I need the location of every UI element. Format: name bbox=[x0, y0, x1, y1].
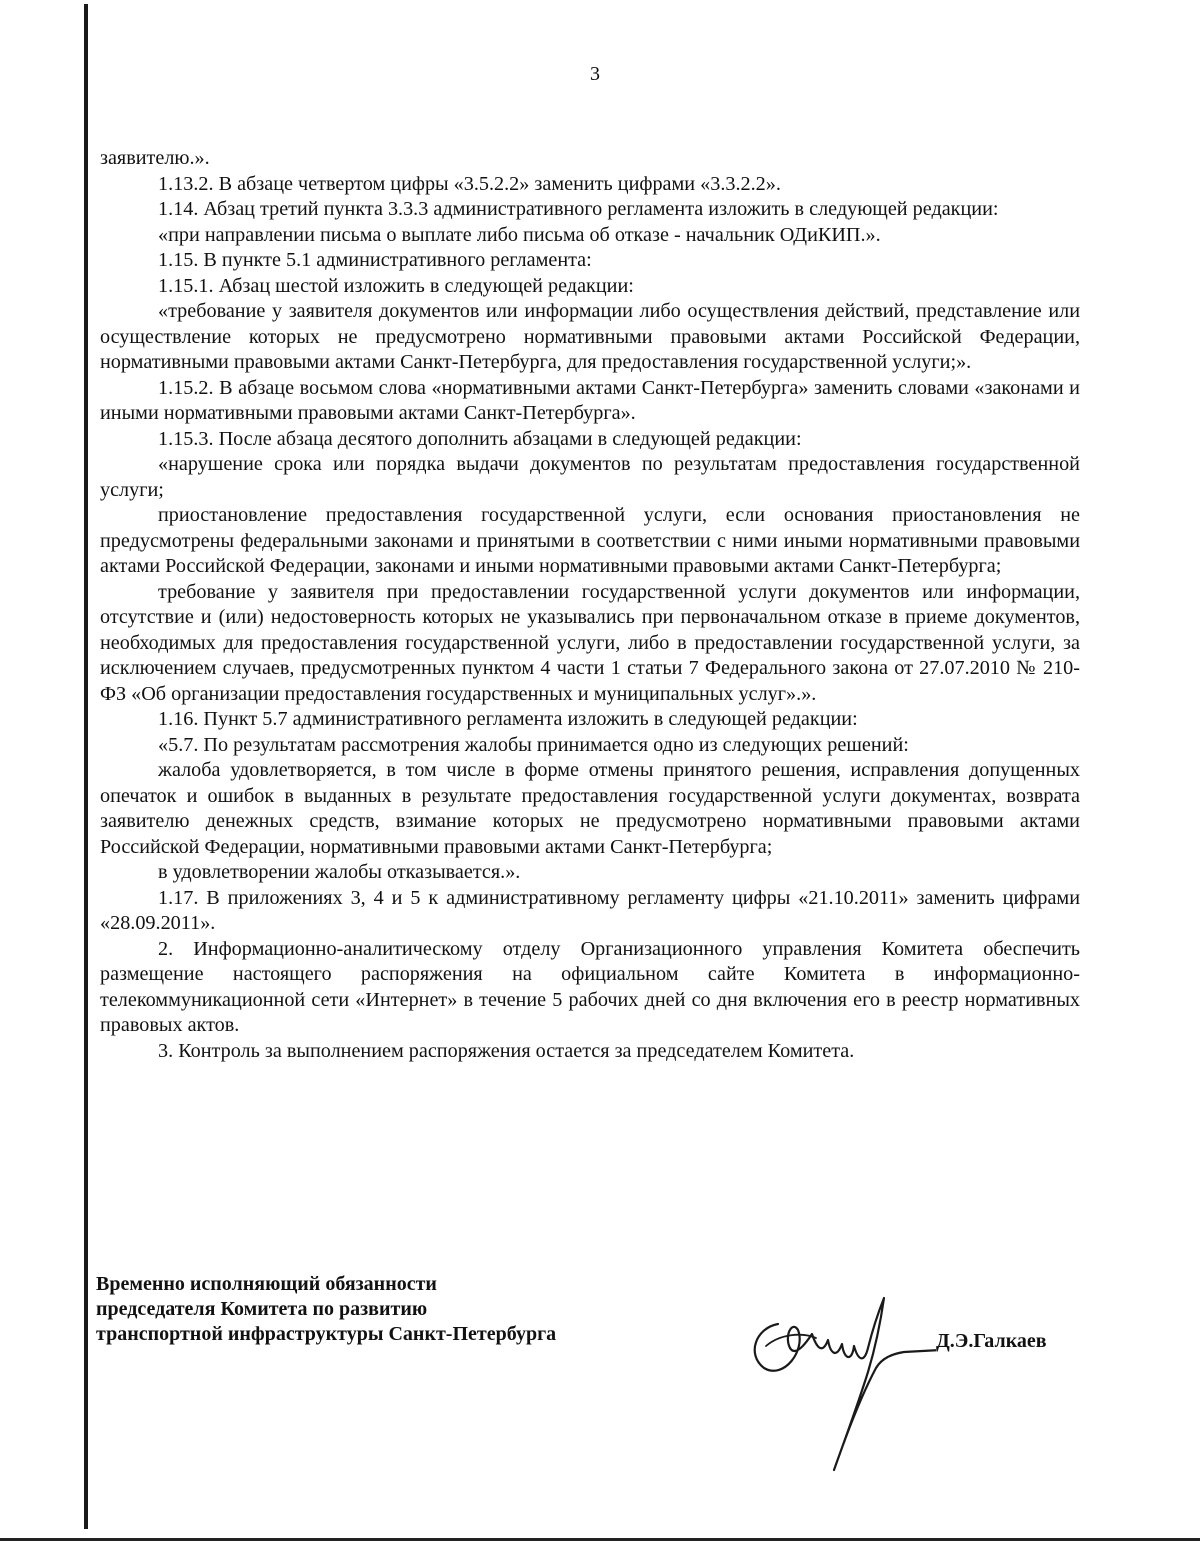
paragraph: 1.13.2. В абзаце четвертом цифры «3.5.2.2» заменить цифрами «3.3.2.2». bbox=[158, 172, 781, 195]
paragraph: 1.17. В приложениях 3, 4 и 5 к административному регламенту цифры «21.10.2011» заменить цифрами «28.09.2011». bbox=[100, 886, 1080, 934]
paragraph: 1.15.3. После абзаца десятого дополнить абзацами в следующей редакции: bbox=[158, 427, 802, 450]
handwritten-signature bbox=[736, 1276, 936, 1476]
scan-left-edge bbox=[84, 4, 88, 1529]
document-body bbox=[100, 146, 1080, 1064]
page-number: 3 bbox=[590, 63, 600, 85]
paragraph: 1.16. Пункт 5.7 административного регламента изложить в следующей редакции: bbox=[158, 708, 858, 730]
scan-bottom-edge bbox=[0, 1538, 1200, 1541]
signatory-position-line: председателя Комитета по развитию bbox=[96, 1298, 428, 1320]
paragraph: требование у заявителя при предоставлении государственной услуги документов или информации, отсутствие и (или) недостоверность которых не указывались при первоначальном отказе в приеме документов, необходимых для предоставления государственной услуги, либо в предоставлении государственной услуги, за исключением случаев, предусмотренных пунктом 4 части 1 статьи 7 Федерального закона от 27.07.2010 № 210-ФЗ «Об организации предоставления государственных и муниципальных услуг».». bbox=[100, 580, 1080, 705]
signatory-name: Д.Э.Галкаев bbox=[936, 1330, 1047, 1352]
paragraph: 1.15.2. В абзаце восьмом слова «нормативными актами Санкт-Петербурга» заменить словами «законами и иными нормативными правовыми актами Санкт-Петербурга». bbox=[100, 376, 1080, 424]
paragraph: в удовлетворении жалобы отказывается.». bbox=[158, 861, 521, 883]
paragraph: 1.15. В пункте 5.1 административного регламента: bbox=[158, 249, 592, 271]
paragraph: 2. Информационно-аналитическому отделу Организационного управления Комитета обеспечить размещение настоящего распоряжения на официальном сайте Комитета в информационно-телекоммуникационной сети «Интернет» в течение 5 рабочих дней со дня включения его в реестр нормативных правовых актов. bbox=[100, 937, 1080, 1036]
paragraph: приостановление предоставления государственной услуги, если основания приостановления не предусмотрены федеральными законами и принятыми в соответствии с ними иными нормативными правовыми актами Российской Федерации, законами и иными нормативными правовыми актами Санкт-Петербурга; bbox=[100, 504, 1080, 577]
signature-block bbox=[96, 1272, 1076, 1492]
paragraph: «нарушение срока или порядка выдачи документов по результатам предоставления государственной услуги; bbox=[100, 453, 1080, 501]
paragraph: «требование у заявителя документов или информации либо осуществления действий, представление или осуществление которых не предусмотрено нормативными правовыми актами Российской Федерации, нормативными правовыми актами Санкт-Петербурга, для предоставления государственной услуги;». bbox=[100, 300, 1080, 373]
paragraph: жалоба удовлетворяется, в том числе в форме отмены принятого решения, исправления допущенных опечаток и ошибок в выданных в результате предоставления государственной услуги документах, возврата заявителю денежных средств, взимание которых не предусмотрено нормативными правовыми актами Российской Федерации, нормативными правовыми актами Санкт-Петербурга; bbox=[100, 759, 1080, 858]
paragraph: 1.15.1. Абзац шестой изложить в следующей редакции: bbox=[158, 274, 634, 297]
paragraph: 3. Контроль за выполнением распоряжения остается за председателем Комитета. bbox=[158, 1039, 855, 1062]
paragraph: 1.14. Абзац третий пункта 3.3.3 административного регламента изложить в следующей редакции: bbox=[158, 198, 999, 220]
signatory-position-line: транспортной инфраструктуры Санкт-Петербурга bbox=[96, 1323, 557, 1345]
signatory-position-line: Временно исполняющий обязанности bbox=[96, 1273, 437, 1295]
paragraph: «5.7. По результатам рассмотрения жалобы принимается одно из следующих решений: bbox=[158, 733, 909, 756]
signatory-position bbox=[96, 1272, 556, 1347]
paragraph: заявителю.». bbox=[100, 147, 210, 169]
paragraph: «при направлении письма о выплате либо письма об отказе - начальник ОДиКИП.». bbox=[158, 223, 881, 246]
